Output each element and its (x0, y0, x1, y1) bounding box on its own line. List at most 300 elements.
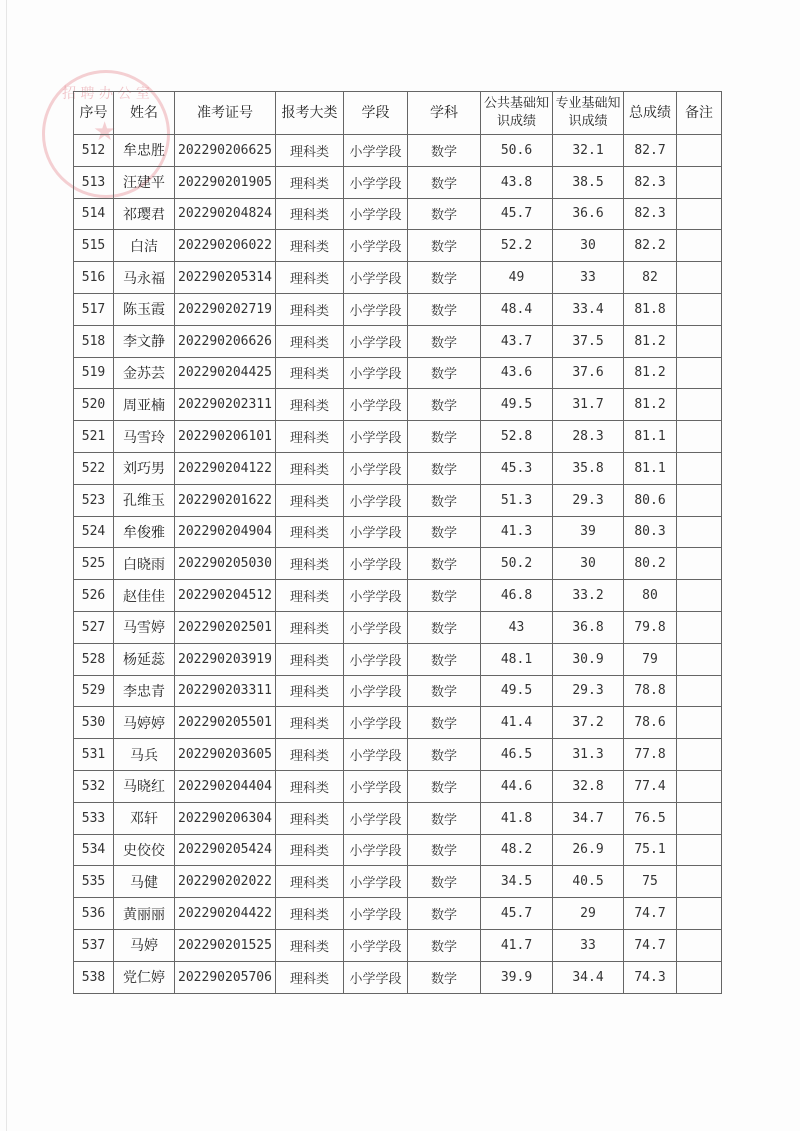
cell-ticket: 202290204404 (175, 770, 276, 802)
cell-category: 理科类 (276, 262, 344, 294)
cell-category: 理科类 (276, 357, 344, 389)
cell-subject: 数学 (408, 643, 481, 675)
cell-stage: 小学学段 (344, 548, 408, 580)
table-row (74, 484, 722, 516)
cell-seq: 528 (74, 643, 114, 675)
cell-stage: 小学学段 (344, 643, 408, 675)
cell-total: 81.1 (624, 421, 677, 453)
cell-subject: 数学 (408, 484, 481, 516)
cell-name: 史佼佼 (114, 834, 175, 866)
cell-remarks (677, 389, 722, 421)
cell-category: 理科类 (276, 293, 344, 325)
cell-name: 孔维玉 (114, 484, 175, 516)
cell-ticket: 202290202501 (175, 611, 276, 643)
cell-remarks (677, 198, 722, 230)
page-edge-line (6, 0, 7, 1131)
table-row (74, 611, 722, 643)
cell-seq: 526 (74, 580, 114, 612)
table-header-row (74, 92, 722, 135)
cell-public-score: 41.7 (481, 929, 553, 961)
header-professional-score: 专业基础知识成绩 (553, 92, 624, 135)
cell-category: 理科类 (276, 421, 344, 453)
cell-public-score: 43.7 (481, 325, 553, 357)
seal-star-icon: ★ (93, 117, 117, 147)
cell-name: 李文静 (114, 325, 175, 357)
cell-name: 金苏芸 (114, 357, 175, 389)
cell-professional-score: 31.3 (553, 739, 624, 771)
cell-ticket: 202290205706 (175, 961, 276, 993)
table-row (74, 389, 722, 421)
cell-remarks (677, 961, 722, 993)
cell-total: 79 (624, 643, 677, 675)
cell-category: 理科类 (276, 834, 344, 866)
cell-stage: 小学学段 (344, 898, 408, 930)
cell-total: 74.3 (624, 961, 677, 993)
table-row (74, 707, 722, 739)
cell-public-score: 52.2 (481, 230, 553, 262)
cell-remarks (677, 643, 722, 675)
cell-total: 74.7 (624, 929, 677, 961)
cell-remarks (677, 675, 722, 707)
cell-category: 理科类 (276, 898, 344, 930)
cell-remarks (677, 262, 722, 294)
cell-seq: 513 (74, 166, 114, 198)
cell-subject: 数学 (408, 802, 481, 834)
cell-category: 理科类 (276, 548, 344, 580)
cell-name: 杨延蕊 (114, 643, 175, 675)
cell-professional-score: 33.4 (553, 293, 624, 325)
cell-name: 祁璎君 (114, 198, 175, 230)
cell-stage: 小学学段 (344, 198, 408, 230)
cell-name: 马晓红 (114, 770, 175, 802)
cell-public-score: 34.5 (481, 866, 553, 898)
cell-category: 理科类 (276, 166, 344, 198)
cell-seq: 524 (74, 516, 114, 548)
cell-public-score: 50.6 (481, 135, 553, 167)
cell-seq: 532 (74, 770, 114, 802)
cell-stage: 小学学段 (344, 357, 408, 389)
cell-ticket: 202290204512 (175, 580, 276, 612)
cell-public-score: 46.8 (481, 580, 553, 612)
cell-category: 理科类 (276, 643, 344, 675)
cell-total: 82.2 (624, 230, 677, 262)
cell-name: 赵佳佳 (114, 580, 175, 612)
cell-name: 马婷婷 (114, 707, 175, 739)
cell-public-score: 41.3 (481, 516, 553, 548)
cell-ticket: 202290205501 (175, 707, 276, 739)
cell-subject: 数学 (408, 611, 481, 643)
cell-subject: 数学 (408, 834, 481, 866)
cell-seq: 531 (74, 739, 114, 771)
table-row (74, 166, 722, 198)
cell-category: 理科类 (276, 325, 344, 357)
cell-professional-score: 36.8 (553, 611, 624, 643)
cell-public-score: 43 (481, 611, 553, 643)
cell-seq: 525 (74, 548, 114, 580)
cell-total: 81.1 (624, 452, 677, 484)
table-row (74, 929, 722, 961)
cell-name: 白洁 (114, 230, 175, 262)
table-row (74, 675, 722, 707)
cell-professional-score: 33.2 (553, 580, 624, 612)
cell-subject: 数学 (408, 262, 481, 294)
table-row (74, 135, 722, 167)
cell-name: 党仁婷 (114, 961, 175, 993)
cell-remarks (677, 929, 722, 961)
cell-professional-score: 32.1 (553, 135, 624, 167)
cell-subject: 数学 (408, 707, 481, 739)
cell-professional-score: 31.7 (553, 389, 624, 421)
table-row (74, 770, 722, 802)
cell-professional-score: 30 (553, 548, 624, 580)
cell-public-score: 41.4 (481, 707, 553, 739)
cell-professional-score: 35.8 (553, 452, 624, 484)
cell-ticket: 202290203311 (175, 675, 276, 707)
header-category: 报考大类 (276, 92, 344, 135)
cell-stage: 小学学段 (344, 770, 408, 802)
cell-stage: 小学学段 (344, 516, 408, 548)
cell-seq: 514 (74, 198, 114, 230)
cell-stage: 小学学段 (344, 452, 408, 484)
table-row (74, 262, 722, 294)
cell-category: 理科类 (276, 866, 344, 898)
cell-ticket: 202290205030 (175, 548, 276, 580)
cell-ticket: 202290204425 (175, 357, 276, 389)
table-row (74, 548, 722, 580)
cell-seq: 519 (74, 357, 114, 389)
cell-subject: 数学 (408, 135, 481, 167)
cell-subject: 数学 (408, 866, 481, 898)
cell-professional-score: 29.3 (553, 675, 624, 707)
cell-total: 74.7 (624, 898, 677, 930)
table-row (74, 866, 722, 898)
cell-total: 80.6 (624, 484, 677, 516)
cell-remarks (677, 707, 722, 739)
table-row (74, 325, 722, 357)
cell-stage: 小学学段 (344, 262, 408, 294)
cell-public-score: 49.5 (481, 389, 553, 421)
cell-remarks (677, 230, 722, 262)
cell-subject: 数学 (408, 516, 481, 548)
cell-seq: 522 (74, 452, 114, 484)
cell-stage: 小学学段 (344, 293, 408, 325)
cell-total: 82 (624, 262, 677, 294)
cell-ticket: 202290205424 (175, 834, 276, 866)
cell-name: 马永福 (114, 262, 175, 294)
cell-ticket: 202290202022 (175, 866, 276, 898)
cell-stage: 小学学段 (344, 135, 408, 167)
cell-professional-score: 37.6 (553, 357, 624, 389)
cell-subject: 数学 (408, 770, 481, 802)
cell-seq: 527 (74, 611, 114, 643)
cell-public-score: 43.6 (481, 357, 553, 389)
cell-public-score: 50.2 (481, 548, 553, 580)
cell-public-score: 45.3 (481, 452, 553, 484)
cell-subject: 数学 (408, 357, 481, 389)
cell-name: 马雪婷 (114, 611, 175, 643)
cell-professional-score: 28.3 (553, 421, 624, 453)
cell-seq: 520 (74, 389, 114, 421)
header-public-score: 公共基础知识成绩 (481, 92, 553, 135)
cell-remarks (677, 516, 722, 548)
cell-ticket: 202290205314 (175, 262, 276, 294)
table-row (74, 802, 722, 834)
cell-public-score: 48.1 (481, 643, 553, 675)
cell-public-score: 49.5 (481, 675, 553, 707)
cell-category: 理科类 (276, 230, 344, 262)
cell-remarks (677, 770, 722, 802)
cell-stage: 小学学段 (344, 580, 408, 612)
cell-remarks (677, 548, 722, 580)
cell-professional-score: 30 (553, 230, 624, 262)
table-row (74, 834, 722, 866)
cell-ticket: 202290201622 (175, 484, 276, 516)
cell-stage: 小学学段 (344, 675, 408, 707)
cell-remarks (677, 135, 722, 167)
cell-ticket: 202290206626 (175, 325, 276, 357)
cell-subject: 数学 (408, 580, 481, 612)
cell-subject: 数学 (408, 548, 481, 580)
cell-professional-score: 33 (553, 929, 624, 961)
table-row (74, 643, 722, 675)
cell-category: 理科类 (276, 802, 344, 834)
cell-seq: 533 (74, 802, 114, 834)
cell-ticket: 202290206022 (175, 230, 276, 262)
table-row (74, 739, 722, 771)
cell-stage: 小学学段 (344, 739, 408, 771)
cell-total: 81.2 (624, 357, 677, 389)
cell-category: 理科类 (276, 516, 344, 548)
cell-remarks (677, 421, 722, 453)
cell-remarks (677, 293, 722, 325)
cell-seq: 512 (74, 135, 114, 167)
cell-name: 刘巧男 (114, 452, 175, 484)
cell-name: 牟俊雅 (114, 516, 175, 548)
cell-category: 理科类 (276, 739, 344, 771)
cell-subject: 数学 (408, 929, 481, 961)
cell-public-score: 46.5 (481, 739, 553, 771)
cell-total: 78.8 (624, 675, 677, 707)
cell-ticket: 202290202719 (175, 293, 276, 325)
cell-seq: 534 (74, 834, 114, 866)
cell-remarks (677, 898, 722, 930)
header-seq: 序号 (74, 92, 114, 135)
table-row (74, 898, 722, 930)
header-total: 总成绩 (624, 92, 677, 135)
cell-stage: 小学学段 (344, 866, 408, 898)
cell-stage: 小学学段 (344, 389, 408, 421)
cell-total: 82.3 (624, 198, 677, 230)
cell-remarks (677, 802, 722, 834)
cell-total: 82.3 (624, 166, 677, 198)
table-row (74, 516, 722, 548)
cell-ticket: 202290201525 (175, 929, 276, 961)
table-row (74, 452, 722, 484)
cell-professional-score: 36.6 (553, 198, 624, 230)
table-body (74, 135, 722, 994)
score-table (73, 91, 722, 994)
cell-name: 牟忠胜 (114, 135, 175, 167)
cell-professional-score: 34.7 (553, 802, 624, 834)
cell-stage: 小学学段 (344, 421, 408, 453)
cell-category: 理科类 (276, 770, 344, 802)
cell-name: 马雪玲 (114, 421, 175, 453)
cell-remarks (677, 325, 722, 357)
cell-professional-score: 38.5 (553, 166, 624, 198)
cell-professional-score: 30.9 (553, 643, 624, 675)
cell-total: 77.4 (624, 770, 677, 802)
cell-subject: 数学 (408, 293, 481, 325)
cell-category: 理科类 (276, 389, 344, 421)
cell-public-score: 51.3 (481, 484, 553, 516)
cell-seq: 523 (74, 484, 114, 516)
cell-stage: 小学学段 (344, 929, 408, 961)
cell-stage: 小学学段 (344, 707, 408, 739)
cell-professional-score: 37.2 (553, 707, 624, 739)
cell-subject: 数学 (408, 325, 481, 357)
cell-subject: 数学 (408, 675, 481, 707)
cell-category: 理科类 (276, 135, 344, 167)
table-row (74, 293, 722, 325)
header-ticket: 准考证号 (175, 92, 276, 135)
cell-remarks (677, 866, 722, 898)
cell-total: 75.1 (624, 834, 677, 866)
cell-remarks (677, 834, 722, 866)
cell-remarks (677, 357, 722, 389)
cell-category: 理科类 (276, 675, 344, 707)
cell-ticket: 202290203919 (175, 643, 276, 675)
cell-professional-score: 40.5 (553, 866, 624, 898)
header-name: 姓名 (114, 92, 175, 135)
cell-total: 80.3 (624, 516, 677, 548)
cell-name: 马健 (114, 866, 175, 898)
cell-public-score: 45.7 (481, 898, 553, 930)
cell-name: 马兵 (114, 739, 175, 771)
cell-professional-score: 29 (553, 898, 624, 930)
cell-public-score: 44.6 (481, 770, 553, 802)
cell-public-score: 52.8 (481, 421, 553, 453)
cell-ticket: 202290206101 (175, 421, 276, 453)
cell-name: 周亚楠 (114, 389, 175, 421)
cell-seq: 518 (74, 325, 114, 357)
cell-subject: 数学 (408, 389, 481, 421)
cell-ticket: 202290206625 (175, 135, 276, 167)
cell-seq: 535 (74, 866, 114, 898)
cell-category: 理科类 (276, 611, 344, 643)
cell-category: 理科类 (276, 452, 344, 484)
cell-ticket: 202290203605 (175, 739, 276, 771)
cell-remarks (677, 452, 722, 484)
cell-total: 78.6 (624, 707, 677, 739)
cell-subject: 数学 (408, 230, 481, 262)
cell-professional-score: 32.8 (553, 770, 624, 802)
header-subject: 学科 (408, 92, 481, 135)
cell-seq: 529 (74, 675, 114, 707)
cell-total: 75 (624, 866, 677, 898)
cell-seq: 515 (74, 230, 114, 262)
cell-category: 理科类 (276, 707, 344, 739)
cell-total: 81.8 (624, 293, 677, 325)
cell-ticket: 202290201905 (175, 166, 276, 198)
cell-name: 邓轩 (114, 802, 175, 834)
table-row (74, 421, 722, 453)
table-row (74, 961, 722, 993)
cell-total: 80 (624, 580, 677, 612)
cell-total: 81.2 (624, 325, 677, 357)
cell-professional-score: 34.4 (553, 961, 624, 993)
cell-seq: 521 (74, 421, 114, 453)
cell-subject: 数学 (408, 452, 481, 484)
cell-remarks (677, 611, 722, 643)
cell-subject: 数学 (408, 421, 481, 453)
cell-total: 82.7 (624, 135, 677, 167)
cell-name: 黄丽丽 (114, 898, 175, 930)
cell-public-score: 49 (481, 262, 553, 294)
header-stage: 学段 (344, 92, 408, 135)
cell-name: 马婷 (114, 929, 175, 961)
cell-seq: 538 (74, 961, 114, 993)
cell-public-score: 41.8 (481, 802, 553, 834)
cell-professional-score: 39 (553, 516, 624, 548)
cell-seq: 517 (74, 293, 114, 325)
cell-remarks (677, 580, 722, 612)
cell-professional-score: 37.5 (553, 325, 624, 357)
cell-category: 理科类 (276, 198, 344, 230)
cell-stage: 小学学段 (344, 166, 408, 198)
cell-public-score: 43.8 (481, 166, 553, 198)
cell-ticket: 202290204904 (175, 516, 276, 548)
cell-seq: 537 (74, 929, 114, 961)
cell-subject: 数学 (408, 961, 481, 993)
cell-professional-score: 33 (553, 262, 624, 294)
cell-subject: 数学 (408, 739, 481, 771)
cell-total: 79.8 (624, 611, 677, 643)
cell-subject: 数学 (408, 198, 481, 230)
cell-category: 理科类 (276, 929, 344, 961)
cell-total: 81.2 (624, 389, 677, 421)
cell-remarks (677, 739, 722, 771)
cell-public-score: 39.9 (481, 961, 553, 993)
cell-category: 理科类 (276, 961, 344, 993)
cell-subject: 数学 (408, 166, 481, 198)
cell-stage: 小学学段 (344, 802, 408, 834)
cell-ticket: 202290204422 (175, 898, 276, 930)
cell-remarks (677, 484, 722, 516)
cell-stage: 小学学段 (344, 230, 408, 262)
cell-public-score: 45.7 (481, 198, 553, 230)
cell-name: 陈玉霞 (114, 293, 175, 325)
cell-stage: 小学学段 (344, 325, 408, 357)
cell-public-score: 48.2 (481, 834, 553, 866)
cell-total: 76.5 (624, 802, 677, 834)
cell-ticket: 202290206304 (175, 802, 276, 834)
cell-name: 白晓雨 (114, 548, 175, 580)
cell-stage: 小学学段 (344, 961, 408, 993)
cell-professional-score: 29.3 (553, 484, 624, 516)
cell-stage: 小学学段 (344, 484, 408, 516)
cell-remarks (677, 166, 722, 198)
cell-category: 理科类 (276, 484, 344, 516)
cell-ticket: 202290202311 (175, 389, 276, 421)
cell-total: 77.8 (624, 739, 677, 771)
cell-ticket: 202290204824 (175, 198, 276, 230)
cell-seq: 516 (74, 262, 114, 294)
cell-seq: 536 (74, 898, 114, 930)
seal-text: 招 聘 办 公 室 (62, 86, 150, 102)
cell-total: 80.2 (624, 548, 677, 580)
table-row (74, 230, 722, 262)
cell-name: 汪建平 (114, 166, 175, 198)
